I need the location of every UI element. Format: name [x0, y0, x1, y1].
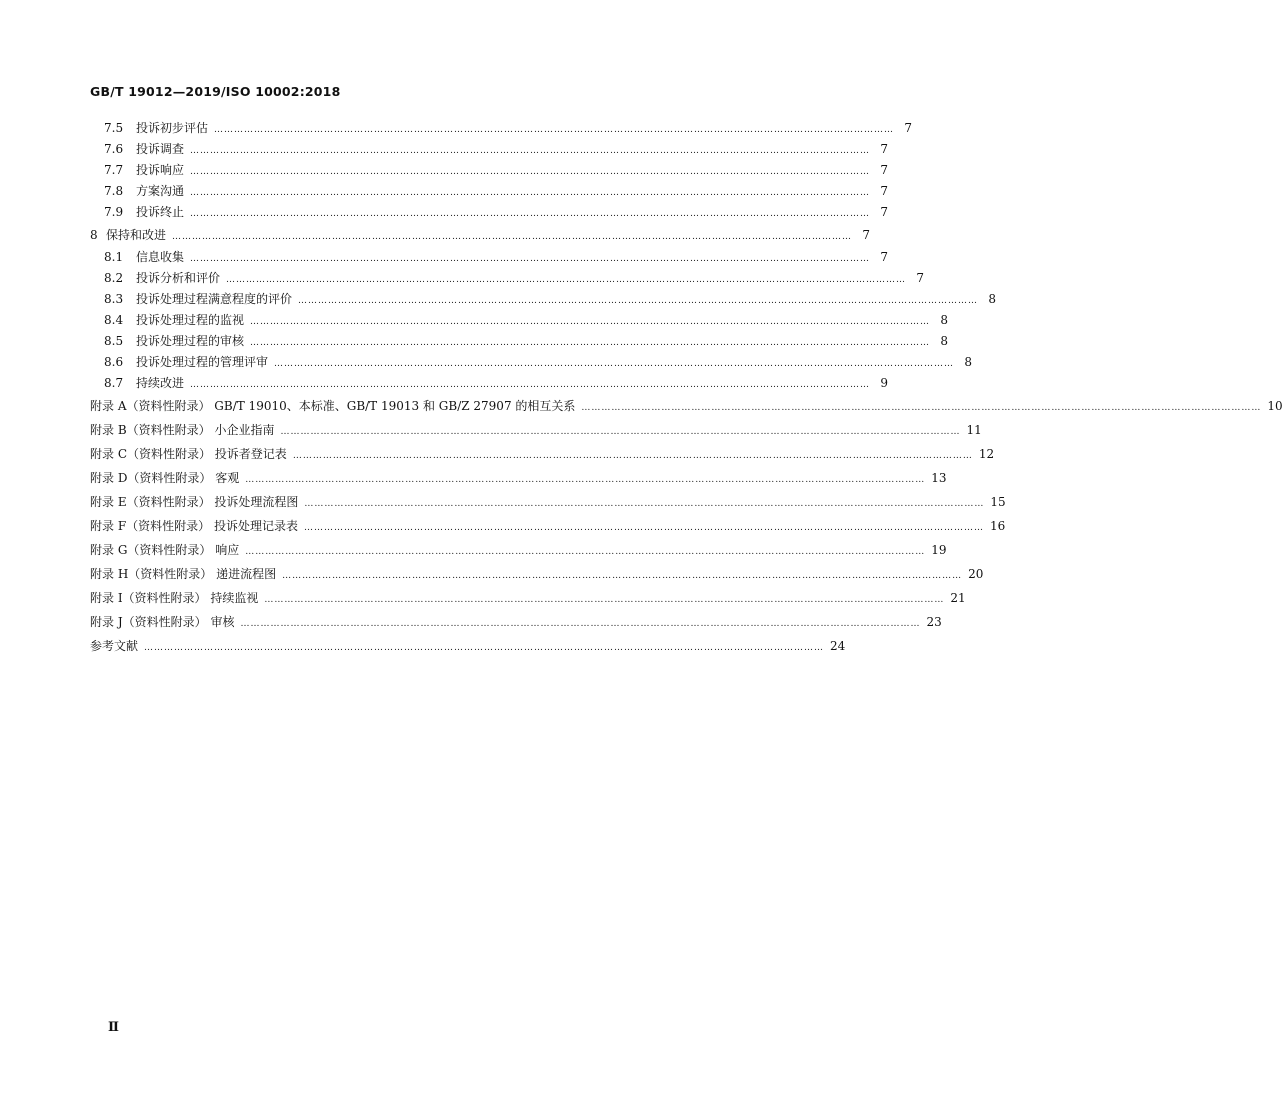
toc-entry-title: 附录 G（资料性附录） 响应: [90, 543, 240, 557]
toc-entry-number: 8.7: [104, 376, 124, 390]
toc-leader-dots: [172, 225, 852, 249]
toc-entry-page: 7: [916, 271, 925, 285]
toc-leader-dots: [298, 291, 978, 312]
toc-entry-title: 投诉处理过程的监视: [136, 313, 245, 327]
toc-entry-page: 7: [880, 184, 889, 198]
toc-leader-dots: [190, 375, 870, 396]
toc-entry-title: 投诉调查: [136, 142, 185, 156]
toc-entry-number: 7.6: [104, 142, 124, 156]
toc-leader-dots: [190, 249, 870, 270]
toc-leader-dots: [250, 333, 930, 354]
toc-entry-7-9[interactable]: [90, 202, 889, 223]
toc-leader-dots: [250, 312, 930, 333]
toc-entry-title: 投诉处理过程的审核: [136, 334, 245, 348]
toc-entry-page: 19: [931, 543, 947, 557]
toc-entry-page: 24: [830, 639, 846, 653]
toc-entry-title: 投诉终止: [136, 205, 185, 219]
toc-entry-annex-h[interactable]: [90, 562, 984, 586]
toc-entry-page: 15: [990, 495, 1006, 509]
toc-entry-title: 附录 I（资料性附录） 持续监视: [90, 591, 259, 605]
toc-entry-title: 投诉分析和评价: [136, 271, 221, 285]
toc-entry-number: 7.7: [104, 163, 124, 177]
toc-entry-number: 7.8: [104, 184, 124, 198]
toc-leader-dots: [190, 183, 870, 204]
toc-entry-number: 8.1: [104, 250, 124, 264]
toc-entry-page: 21: [950, 591, 966, 605]
toc-entry-8[interactable]: [90, 223, 871, 247]
toc-leader-dots: [190, 162, 870, 183]
toc-entry-page: 8: [940, 313, 949, 327]
toc-entry-title: 信息收集: [136, 250, 185, 264]
toc-entry-annex-a[interactable]: [90, 394, 1283, 418]
toc-entry-title: 附录 J（资料性附录） 审核: [90, 615, 235, 629]
toc-entry-number: 7.9: [104, 205, 124, 219]
toc-leader-dots: [226, 270, 906, 291]
toc-entry-page: 13: [931, 471, 947, 485]
toc-entry-annex-b[interactable]: [90, 418, 982, 442]
toc-entry-page: 7: [880, 142, 889, 156]
page-number-roman: Ⅱ: [108, 1020, 119, 1035]
toc-entry-8-5[interactable]: [90, 331, 949, 352]
toc-entry-page: 16: [989, 519, 1006, 533]
toc-entry-7-5[interactable]: [90, 118, 913, 139]
toc-leader-dots: [304, 516, 984, 540]
toc-entry-title: 方案沟通: [136, 184, 185, 198]
toc-entry-number: 8: [90, 228, 98, 242]
toc-entry-8-4[interactable]: [90, 310, 949, 331]
toc-entry-annex-g[interactable]: [90, 538, 947, 562]
toc-entry-page: 7: [880, 205, 889, 219]
toc-entry-title: 参考文献: [90, 639, 139, 653]
toc-entry-title: 附录 A（资料性附录） GB/T 19010、本标准、GB/T 19013 和 GB/Z 27907 的相互关系: [90, 399, 576, 413]
toc-entry-8-3[interactable]: [90, 289, 997, 310]
toc-entry-title: 保持和改进: [106, 228, 167, 242]
toc-leader-dots: [304, 492, 984, 516]
toc-entry-page: 12: [978, 447, 995, 461]
toc-leader-dots: [264, 588, 944, 612]
toc-entry-title: 持续改进: [136, 376, 185, 390]
toc-entry-annex-e[interactable]: [90, 490, 1006, 514]
toc-entry-7-6[interactable]: [90, 139, 889, 160]
toc-entry-title: 附录 E（资料性附录） 投诉处理流程图: [90, 495, 299, 509]
toc-entry-annex-i[interactable]: [90, 586, 966, 610]
toc-entry-page: 7: [904, 121, 913, 135]
toc-entry-number: 8.4: [104, 313, 124, 327]
toc-leader-dots: [190, 141, 870, 162]
toc-entry-page: 8: [940, 334, 949, 348]
toc-entry-page: 20: [968, 567, 984, 581]
toc-entry-number: 8.6: [104, 355, 124, 369]
toc-entry-bibliography[interactable]: [90, 634, 846, 658]
toc-leader-dots: [280, 420, 960, 444]
standard-code-header: GB/T 19012—2019/ISO 10002:2018: [90, 84, 341, 99]
toc-entry-number: 7.5: [104, 121, 124, 135]
toc-entry-8-6[interactable]: [90, 352, 973, 373]
toc-entry-page: 9: [880, 376, 889, 390]
toc-entry-page: 8: [964, 355, 973, 369]
toc-leader-dots: [144, 636, 824, 660]
toc-leader-dots: [245, 540, 925, 564]
toc-entry-title: 投诉处理过程的管理评审: [136, 355, 269, 369]
toc-entry-page: 7: [862, 228, 871, 242]
toc-leader-dots: [581, 396, 1261, 420]
toc-entry-title: 投诉响应: [136, 163, 185, 177]
toc-entry-8-7[interactable]: [90, 373, 889, 394]
toc-entry-title: 投诉初步评估: [136, 121, 209, 135]
toc-entry-7-8[interactable]: [90, 181, 889, 202]
toc-leader-dots: [214, 120, 894, 141]
toc-entry-number: 8.5: [104, 334, 124, 348]
toc-leader-dots: [274, 354, 954, 375]
toc-leader-dots: [293, 444, 973, 468]
toc-entry-8-2[interactable]: [90, 268, 925, 289]
toc-entry-page: 11: [966, 423, 982, 437]
toc-leader-dots: [190, 204, 870, 225]
toc-entry-page: 8: [988, 292, 997, 306]
toc-entry-number: 8.3: [104, 292, 124, 306]
toc-leader-dots: [245, 468, 925, 492]
toc-entry-title: 投诉处理过程满意程度的评价: [136, 292, 293, 306]
toc-entry-annex-j[interactable]: [90, 610, 942, 634]
toc-entry-annex-c[interactable]: [90, 442, 995, 466]
toc-entry-page: 7: [880, 250, 889, 264]
toc-entry-page: 10: [1267, 399, 1283, 413]
table-of-contents: [90, 118, 1283, 658]
toc-entry-7-7[interactable]: [90, 160, 889, 181]
toc-leader-dots: [282, 564, 962, 588]
toc-entry-title: 附录 B（资料性附录） 小企业指南: [90, 423, 275, 437]
toc-entry-title: 附录 F（资料性附录） 投诉处理记录表: [90, 519, 298, 533]
toc-entry-number: 8.2: [104, 271, 124, 285]
toc-entry-title: 附录 D（资料性附录） 客观: [90, 471, 240, 485]
toc-entry-annex-d[interactable]: [90, 466, 947, 490]
toc-entry-page: 23: [926, 615, 942, 629]
toc-entry-annex-f[interactable]: [90, 514, 1006, 538]
toc-entry-8-1[interactable]: [90, 247, 889, 268]
toc-entry-page: 7: [880, 163, 889, 177]
toc-entry-title: 附录 H（资料性附录） 递进流程图: [90, 567, 277, 581]
toc-leader-dots: [240, 612, 920, 636]
toc-entry-title: 附录 C（资料性附录） 投诉者登记表: [90, 447, 287, 461]
